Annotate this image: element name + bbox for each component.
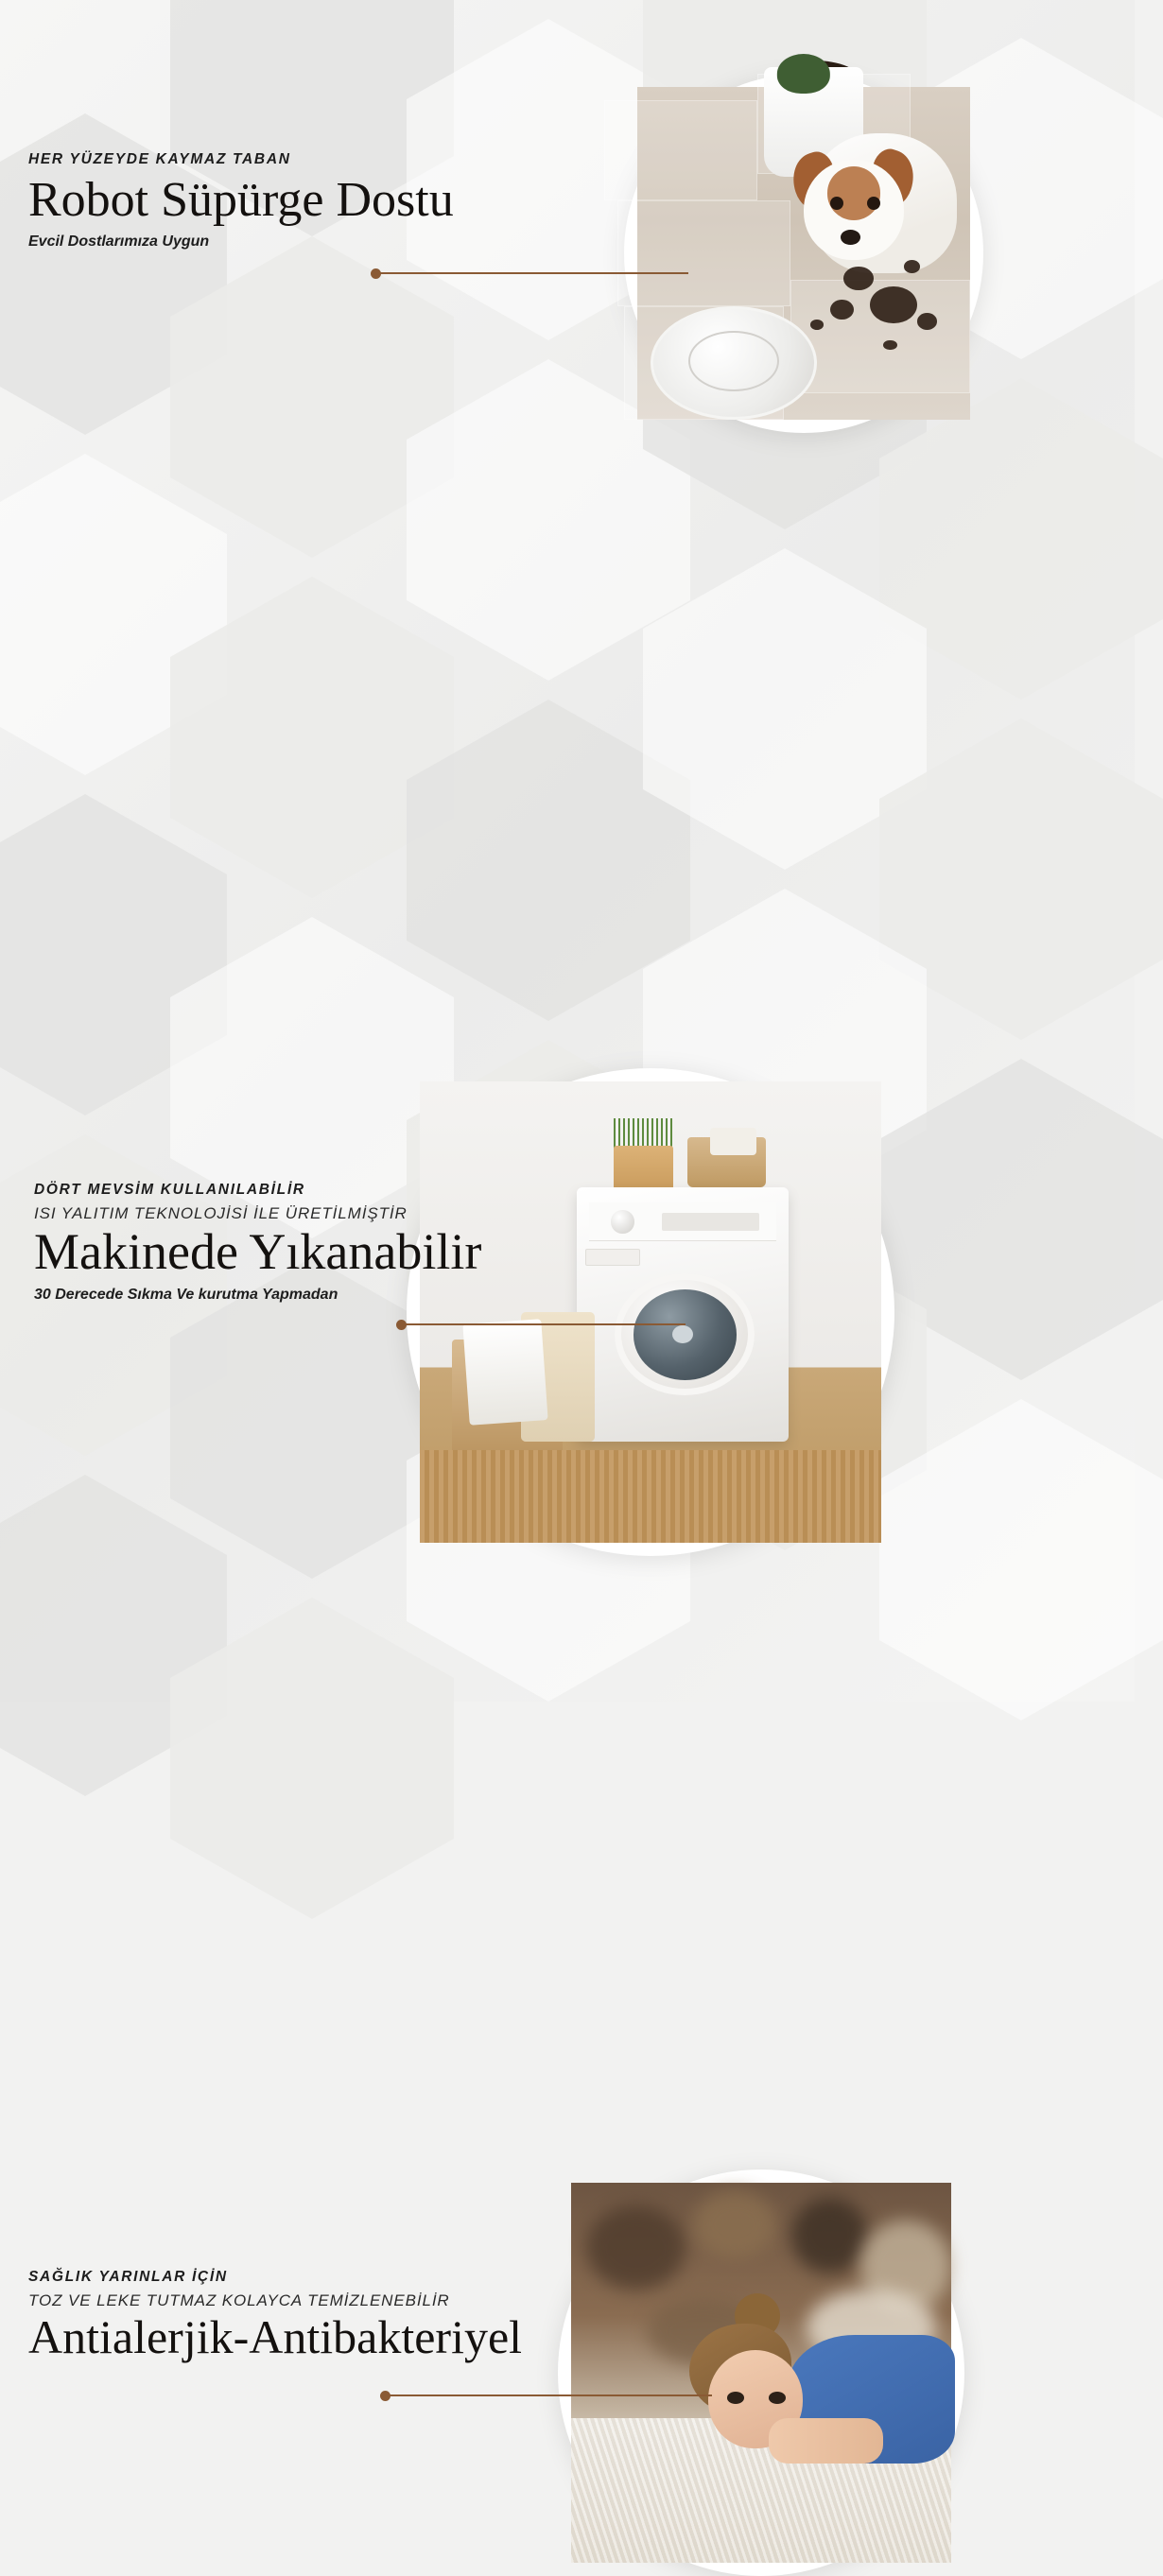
subline-label: TOZ VE LEKE TUTMAZ KOLAYCA TEMİZLENEBİLİR (28, 2291, 450, 2309)
subline-label: ISI YALITIM TEKNOLOJİSİ İLE ÜRETİLMİŞTİR (34, 1204, 408, 1222)
connector-line-1 (376, 272, 688, 274)
eyebrow-label: SAĞLIK YARINLAR İÇİN (28, 2269, 228, 2285)
eyebrow-label: DÖRT MEVSİM KULLANILABİLİR (34, 1182, 305, 1198)
page-title: Robot Süpürge Dostu (28, 173, 454, 227)
feature-panel-antiallergic (0, 1134, 1135, 2363)
connector-line-3 (386, 2394, 712, 2396)
feature-panel-robot-vacuum (0, 0, 1135, 567)
caption-label: Evcil Dostlarımıza Uygun (28, 233, 210, 251)
feature-panel-machine-washable (0, 567, 1135, 1304)
feature-text-antiallergic (28, 2269, 671, 2362)
child-photo (571, 2183, 951, 2563)
eyebrow-label: HER YÜZEYDE KAYMAZ TABAN (28, 151, 291, 167)
page-title: Antialerjik-Antibakteriyel (28, 2310, 523, 2363)
caption-label: 30 Derecede Sıkma Ve kurutma Yapmadan (34, 1287, 338, 1304)
connector-dot-icon (380, 2391, 391, 2401)
feature-image-dog (624, 74, 983, 433)
feature-image-child (558, 2170, 964, 2576)
feature-text-robot-vacuum (28, 151, 596, 251)
connector-dot-icon (371, 268, 381, 279)
page-title: Makinede Yıkanabilir (34, 1223, 482, 1280)
dog-photo (637, 87, 970, 420)
